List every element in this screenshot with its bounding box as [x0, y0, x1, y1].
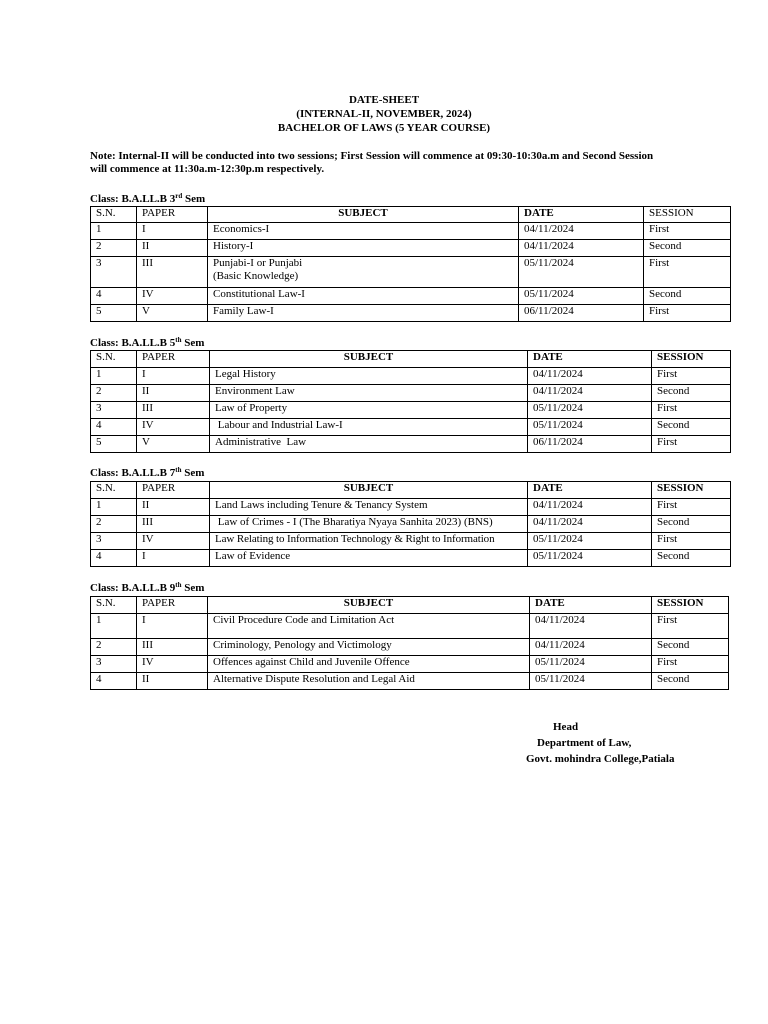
- cell-subject: Legal History: [210, 368, 528, 385]
- signature-department: Department of Law,: [537, 737, 632, 749]
- cell-session: First: [652, 656, 729, 673]
- table-5th-sem: [90, 350, 731, 453]
- cell-sn: 3: [91, 656, 137, 673]
- cell-date: 04/11/2024: [528, 516, 652, 533]
- cell-paper: III: [137, 402, 210, 419]
- cell-date: 04/11/2024: [530, 614, 652, 639]
- cell-date: 05/11/2024: [528, 550, 652, 567]
- cell-subject: Law of Evidence: [210, 550, 528, 567]
- cell-sn: 3: [91, 402, 137, 419]
- cell-session: Second: [652, 385, 731, 402]
- table-row: [91, 402, 731, 419]
- column-header-subject: SUBJECT: [208, 597, 530, 614]
- column-header-paper: PAPER: [137, 482, 210, 499]
- cell-sn: 4: [91, 419, 137, 436]
- note-line-2: will commence at 11:30a.m-12:30p.m respectively.: [90, 163, 325, 175]
- table-header-row: [91, 207, 731, 223]
- signature-title: Head: [553, 721, 579, 733]
- cell-sn: 4: [91, 673, 137, 690]
- cell-session: First: [652, 436, 731, 453]
- cell-subject: Law of Property: [210, 402, 528, 419]
- table-row: [91, 385, 731, 402]
- table-row: [91, 419, 731, 436]
- table-header-row: [91, 351, 731, 368]
- class-label-9th-sem: [90, 582, 204, 594]
- cell-subject: Environment Law: [210, 385, 528, 402]
- cell-sn: 4: [91, 288, 137, 305]
- note-line-1: Note: Internal-II will be conducted into two sessions; First Session will commence at 09:30-10:30a.m and Second Session: [90, 150, 654, 162]
- cell-paper: I: [137, 550, 210, 567]
- table-row: [91, 639, 729, 656]
- cell-paper: I: [137, 368, 210, 385]
- cell-sn: 1: [91, 499, 137, 516]
- cell-paper: II: [137, 385, 210, 402]
- table-row: [91, 499, 731, 516]
- cell-paper: V: [137, 436, 210, 453]
- column-header-session: SESSION: [644, 207, 731, 223]
- column-header-date: DATE: [528, 351, 652, 368]
- cell-subject: Alternative Dispute Resolution and Legal Aid: [208, 673, 530, 690]
- table-row: [91, 305, 731, 322]
- table-row: [91, 223, 731, 240]
- column-header-sn: S.N.: [91, 351, 137, 368]
- column-header-subject: SUBJECT: [208, 207, 519, 223]
- cell-date: 05/11/2024: [528, 419, 652, 436]
- cell-sn: 2: [91, 516, 137, 533]
- signature-block: [520, 719, 720, 767]
- cell-subject: Constitutional Law-I: [208, 288, 519, 305]
- cell-date: 05/11/2024: [519, 257, 644, 288]
- cell-sn: 3: [91, 533, 137, 550]
- cell-subject: Land Laws including Tenure & Tenancy System: [210, 499, 528, 516]
- cell-sn: 5: [91, 305, 137, 322]
- class-label-sup: th: [175, 581, 182, 589]
- table-7th-sem: [90, 481, 731, 567]
- cell-date: 04/11/2024: [528, 499, 652, 516]
- cell-date: 05/11/2024: [519, 288, 644, 305]
- class-label-sup: rd: [175, 192, 183, 200]
- table-row: [91, 516, 731, 533]
- table-3rd-sem: [90, 206, 731, 322]
- class-label-text: Class: B.A.LL.B 9: [90, 582, 176, 594]
- cell-session: First: [644, 223, 731, 240]
- table-9th-sem: [90, 596, 729, 690]
- cell-subject: Administrative Law: [210, 436, 528, 453]
- column-header-paper: PAPER: [137, 351, 210, 368]
- cell-subject: Criminology, Penology and Victimology: [208, 639, 530, 656]
- column-header-sn: S.N.: [91, 207, 137, 223]
- cell-sn: 2: [91, 639, 137, 656]
- cell-date: 06/11/2024: [519, 305, 644, 322]
- cell-session: First: [652, 368, 731, 385]
- cell-paper: IV: [137, 656, 208, 673]
- cell-paper: IV: [137, 288, 208, 305]
- table-row: [91, 550, 731, 567]
- table-row: [91, 368, 731, 385]
- cell-session: Second: [644, 288, 731, 305]
- cell-session: First: [652, 499, 731, 516]
- signature-college: Govt. mohindra College,Patiala: [526, 753, 675, 765]
- table-row: [91, 533, 731, 550]
- column-header-session: SESSION: [652, 351, 731, 368]
- cell-sn: 3: [91, 257, 137, 288]
- header-title: DATE-SHEET: [348, 94, 420, 106]
- column-header-subject: SUBJECT: [210, 482, 528, 499]
- class-label-suffix: Sem: [182, 193, 206, 205]
- table-row: [91, 436, 731, 453]
- cell-subject: Offences against Child and Juvenile Offence: [208, 656, 530, 673]
- cell-subject-line-2: (Basic Knowledge): [213, 270, 299, 282]
- header-course: BACHELOR OF LAWS (5 YEAR COURSE): [277, 122, 491, 134]
- cell-subject: Law of Crimes - I (The Bharatiya Nyaya Sanhita 2023) (BNS): [210, 516, 528, 533]
- cell-date: 06/11/2024: [528, 436, 652, 453]
- cell-sn: 4: [91, 550, 137, 567]
- cell-subject: Family Law-I: [208, 305, 519, 322]
- cell-date: 04/11/2024: [528, 368, 652, 385]
- header-subtitle: (INTERNAL-II, NOVEMBER, 2024): [296, 108, 472, 120]
- cell-sn: 5: [91, 436, 137, 453]
- cell-date: 05/11/2024: [528, 402, 652, 419]
- cell-session: First: [644, 257, 731, 288]
- cell-sn: 1: [91, 614, 137, 639]
- table-row: [91, 257, 731, 288]
- cell-paper: III: [137, 257, 208, 288]
- cell-paper: II: [137, 499, 210, 516]
- class-label-5th-sem: [90, 337, 204, 349]
- cell-date: 05/11/2024: [530, 673, 652, 690]
- cell-session: Second: [652, 673, 729, 690]
- column-header-sn: S.N.: [91, 482, 137, 499]
- class-label-7th-sem: [90, 467, 204, 479]
- cell-subject: Economics-I: [208, 223, 519, 240]
- cell-paper: IV: [137, 533, 210, 550]
- cell-date: 05/11/2024: [528, 533, 652, 550]
- cell-subject: [208, 257, 519, 288]
- cell-subject: Civil Procedure Code and Limitation Act: [208, 614, 530, 639]
- cell-paper: II: [137, 240, 208, 257]
- class-label-3rd-sem: [90, 193, 205, 205]
- cell-session: Second: [652, 639, 729, 656]
- class-label-suffix: Sem: [181, 582, 205, 594]
- table-header-row: [91, 482, 731, 499]
- cell-paper: IV: [137, 419, 210, 436]
- cell-date: 04/11/2024: [519, 223, 644, 240]
- cell-date: 04/11/2024: [530, 639, 652, 656]
- class-label-text: Class: B.A.LL.B 3: [90, 193, 176, 205]
- cell-date: 04/11/2024: [528, 385, 652, 402]
- cell-paper: I: [137, 614, 208, 639]
- cell-subject: Law Relating to Information Technology & Right to Information: [210, 533, 528, 550]
- cell-session: Second: [644, 240, 731, 257]
- column-header-session: SESSION: [652, 482, 731, 499]
- class-label-text: Class: B.A.LL.B 5: [90, 337, 176, 349]
- column-header-date: DATE: [519, 207, 644, 223]
- class-label-suffix: Sem: [181, 337, 205, 349]
- cell-session: Second: [652, 516, 731, 533]
- cell-session: First: [652, 402, 731, 419]
- document-header: [0, 93, 768, 135]
- class-label-suffix: Sem: [181, 467, 205, 479]
- table-row: [91, 673, 729, 690]
- cell-date: 05/11/2024: [530, 656, 652, 673]
- cell-session: First: [652, 533, 731, 550]
- column-header-paper: PAPER: [137, 597, 208, 614]
- class-label-sup: th: [175, 466, 182, 474]
- cell-paper: I: [137, 223, 208, 240]
- cell-paper: V: [137, 305, 208, 322]
- column-header-subject: SUBJECT: [210, 351, 528, 368]
- column-header-date: DATE: [530, 597, 652, 614]
- column-header-date: DATE: [528, 482, 652, 499]
- cell-paper: III: [137, 639, 208, 656]
- column-header-sn: S.N.: [91, 597, 137, 614]
- column-header-paper: PAPER: [137, 207, 208, 223]
- table-row: [91, 288, 731, 305]
- cell-sn: 1: [91, 223, 137, 240]
- cell-session: Second: [652, 550, 731, 567]
- cell-sn: 2: [91, 385, 137, 402]
- cell-session: Second: [652, 419, 731, 436]
- class-label-text: Class: B.A.LL.B 7: [90, 467, 176, 479]
- table-row: [91, 240, 731, 257]
- class-label-sup: th: [175, 336, 182, 344]
- cell-paper: II: [137, 673, 208, 690]
- table-row: [91, 614, 729, 639]
- cell-subject: Labour and Industrial Law-I: [210, 419, 528, 436]
- cell-sn: 1: [91, 368, 137, 385]
- table-header-row: [91, 597, 729, 614]
- cell-date: 04/11/2024: [519, 240, 644, 257]
- table-row: [91, 656, 729, 673]
- cell-session: First: [644, 305, 731, 322]
- column-header-session: SESSION: [652, 597, 729, 614]
- cell-subject-line-1: Punjabi-I or Punjabi: [213, 257, 303, 269]
- cell-session: First: [652, 614, 729, 639]
- session-note: [90, 150, 730, 176]
- cell-sn: 2: [91, 240, 137, 257]
- cell-subject: History-I: [208, 240, 519, 257]
- cell-paper: III: [137, 516, 210, 533]
